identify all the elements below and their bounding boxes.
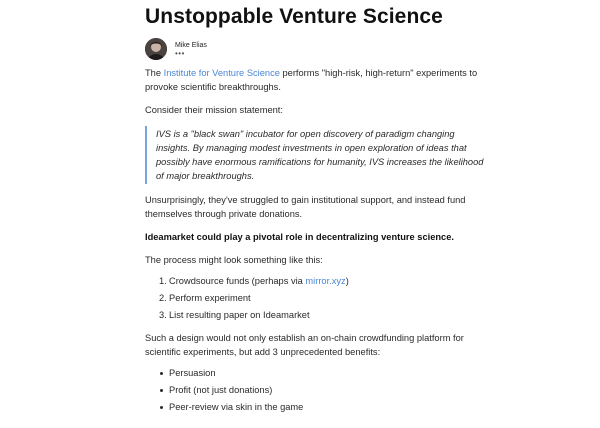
design-paragraph [145,331,495,359]
list-item [145,307,495,324]
benefit-text: Persuasion [169,368,216,378]
quote-line: of major breakthroughs. [156,171,255,181]
intro-paragraph [145,66,495,94]
intro-prefix: The [145,68,164,78]
step-number: 2. [159,293,167,303]
list-item [145,290,495,307]
consider-paragraph: Consider their mission statement: [145,105,283,115]
step-number: 1. [159,276,167,286]
key-statement: Ideamarket could play a pivotal role in decentralizing venture science. [145,232,454,242]
mirror-link[interactable]: mirror.xyz [305,276,346,286]
intro-rest: performs "high-risk, high-return" experiments to [279,68,478,78]
avatar[interactable] [145,38,167,60]
quote-line: IVS is a "black swan" incubator for open discovery of paradigm changing [156,129,455,139]
design-line: Such a design would not only establish an on-chain crowdfunding platform for [145,333,464,343]
list-item [145,273,495,290]
step-close: ) [345,276,349,286]
struggle-paragraph [145,193,495,221]
step-text: List resulting paper on Ideamarket [169,310,310,320]
bullet-icon [160,389,163,392]
list-item [145,399,495,416]
benefits-list [145,365,495,416]
list-item [145,382,495,399]
process-steps [145,273,495,324]
step-number: 3. [159,310,167,320]
mission-quote [145,126,495,184]
bullet-icon [160,406,163,409]
article-title: Unstoppable Venture Science [145,5,443,28]
list-item [145,365,495,382]
struggle-line: Unsurprisingly, they've struggled to gain institutional support, and instead fund [145,195,466,205]
author-name[interactable]: Mike Elias [175,41,207,49]
intro-line2: provoke scientific breakthroughs. [145,82,281,92]
process-intro: The process might look something like this: [145,255,323,265]
benefit-text: Peer-review via skin in the game [169,402,304,412]
more-options-icon[interactable]: ••• [175,48,185,58]
quote-line: insights. By managing modest investments in open exploration of ideas that [156,143,467,153]
design-line: scientific experiments, but add 3 unprecedented benefits: [145,347,381,357]
ivs-link[interactable]: Institute for Venture Science [163,68,280,78]
step-text: Crowdsource funds (perhaps via [169,276,306,286]
author-byline [145,37,207,61]
benefit-text: Profit (not just donations) [169,385,273,395]
step-text: Perform experiment [169,293,251,303]
article-body [145,66,495,416]
quote-line: possibly have enormous ramifications for humanity, IVS increases the likelihood [156,157,484,167]
bullet-icon [160,372,163,375]
struggle-line: themselves through private donations. [145,209,303,219]
